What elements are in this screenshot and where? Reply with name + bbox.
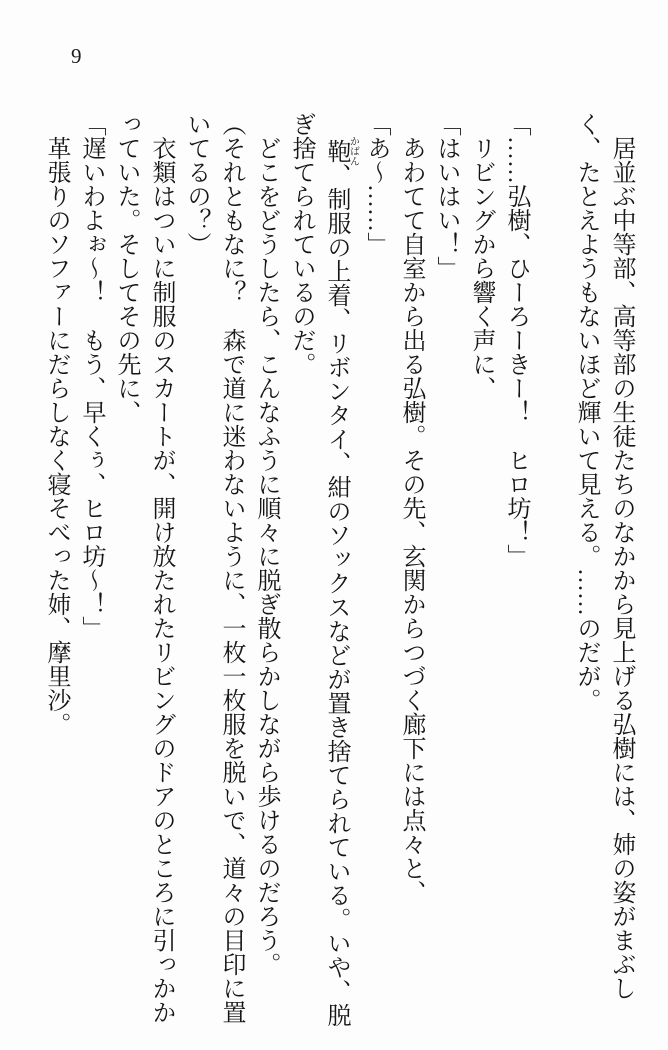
paragraph: 「遅いわよぉ～！ もう、早くぅ、ヒロ坊～！」 — [78, 112, 104, 640]
paragraph: 衣類はついに制服のスカートが、開け放たれたリビングのドアのところに引っかかっていた。そしてその先に、 — [113, 112, 174, 1024]
paragraph: 革張りのソファーにだらしなく寝そべった姉、摩里沙。 — [43, 136, 69, 736]
paragraph: 「あ～……」 — [363, 112, 389, 256]
paragraph: リビングから響く声に、 — [468, 136, 494, 400]
paragraph: 鞄かばん、制服の上着、リボンタイ、紺のソックスなどが置き捨てられている。いや、脱ぎ捨てられているのだ。 — [288, 112, 359, 1027]
paragraph: 「はいはい！」 — [433, 112, 459, 280]
ruby-annotated-word: 鞄かばん — [323, 136, 359, 166]
paragraph: （それともなに？ 森で道に迷わないように、一枚一枚服を脱いで、道々の目印に置いてるの？） — [183, 112, 244, 1024]
page-number: 9 — [71, 44, 82, 68]
paragraph: あわてて自室から出る弘樹。その先、玄関からつづく廊下には点々と、 — [398, 136, 424, 904]
novel-text-block — [38, 112, 638, 1038]
paragraph: どこをどうしたら、こんなふうに順々に脱ぎ散らかしながら歩けるのだろう。 — [253, 136, 279, 976]
paragraph: 居並ぶ中等部、高等部の生徒たちのなかから見上げる弘樹には、姉の姿がまぶしく、たとえようもないほど輝いて見える。……のだが。 — [573, 112, 634, 1000]
paragraph: 「……弘樹、ひーろーきー！ ヒロ坊！」 — [503, 112, 529, 568]
